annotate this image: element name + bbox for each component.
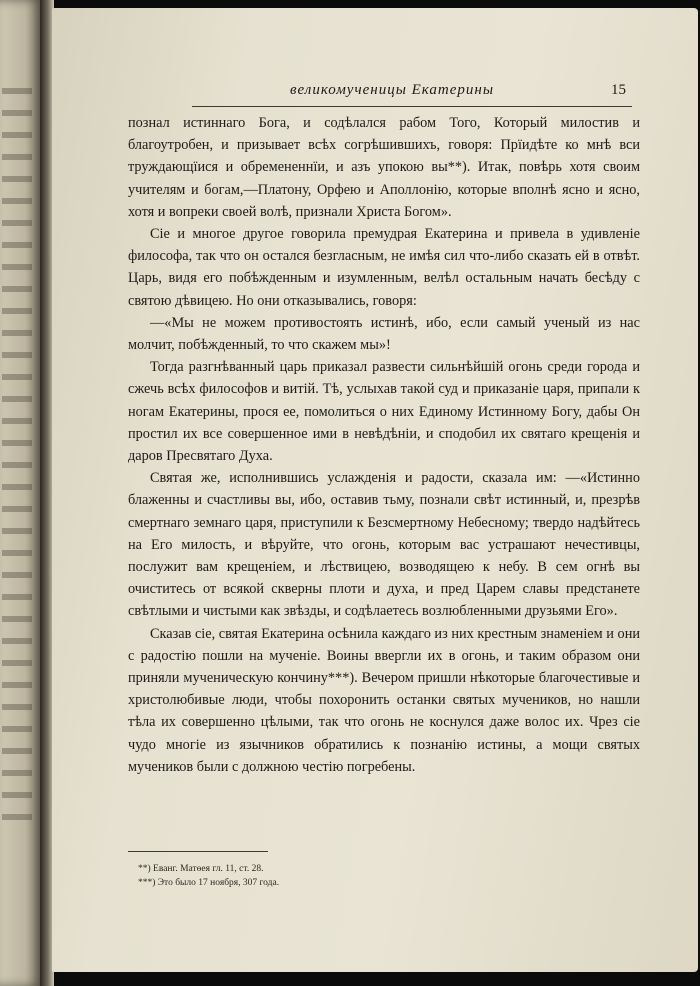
footnote-separator [128,851,268,852]
paragraph: Святая же, исполнившись услажденія и радости, сказала им: —«Истинно блаженны и счастливы вы, ибо, оставив тьму, познали свѣт истинный, и, презрѣв смертнаго земнаго царя, приступили к Безсмертному Небесному; твердо надѣйтесь на Его милость, и вѣруйте, что огонь, которым вас устрашают нечестивцы, послужит вам крещеніем, и лѣствицею, возводящею к небу. В сем огнѣ вы очиститесь от всякой скверны плоти и духа, и пред Царем славы предстанете свѣтлыми и чистыми как звѣзды, и содѣлаетесь возлюбленными друзьями Его». [128,470,640,620]
running-title: великомученицы Екатерины [290,82,494,98]
footnote: **) Еванг. Матѳея гл. 11, ст. 28. [138,864,264,874]
paragraph: —«Мы не можем противостоять истинѣ, ибо, если самый ученый из нас молчит, побѣжденный, то что скажем мы»! [128,314,640,354]
running-head [192,80,632,107]
paragraph: Сіе и многое другое говорила премудрая Екатерина и привела в удивленіе философа, так что он остался безгласным, не имѣя сил что-либо сказать ей в отвѣт. Царь, видя его побѣжденным и изумленным, велѣл остальным начать бесѣду с святою дѣвицею. Но они отказывались, говоря: [128,226,640,309]
paragraph: Тогда разгнѣванный царь приказал развести сильнѣйшій огонь среди города и сжечь всѣх философов и витій. Тѣ, услыхав такой суд и приказаніе царя, припали к ногам Екатерины, прося ее, помолиться о них Единому Истинному Богу, дабы Он простил их все совершенное ими в невѣдѣніи, и сподобил их святаго крещенія и даров Пресвятаго Духа. [128,359,640,465]
paragraph: познал истиннаго Бога, и содѣлался рабом Того, Который милостив и благоутробен, и призывает всѣх согрѣшившихъ, говоря: Прїидѣте ко мнѣ вси труждающїися и обремененнїи, и азъ упокою вы**). Итак, повѣрь хотя своим учителям и богам,—Платону, Орфею и Аполлонію, которые вполнѣ ясно и ясно, хотя и вопреки своей волѣ, признали Христа Богом». [128,115,640,220]
book-page [52,8,698,972]
adjacent-page-edge [0,0,42,986]
paragraph: Сказав сіе, святая Екатерина осѣнила каждаго из них крестным знаменіем и они с радостію пошли на мученіе. Воины ввергли их в огонь, и таким образом они приняли мученическую кончину***). Вечером пришли нѣкоторые благочестивые и христолюбивые люди, чтобы похоронить останки святых мучеников, но нашли тѣла их совершенно цѣлыми, так что огонь не коснулся даже волос их. Чрез сіе чудо многіе из язычников обратились к познанію истины, а мощи святых мучеников были с должною честію погребены. [128,625,640,775]
footnotes [138,862,538,890]
footnote: ***) Это было 17 ноября, 307 года. [138,878,280,888]
page-number: 15 [611,82,626,98]
body-text [128,112,640,778]
